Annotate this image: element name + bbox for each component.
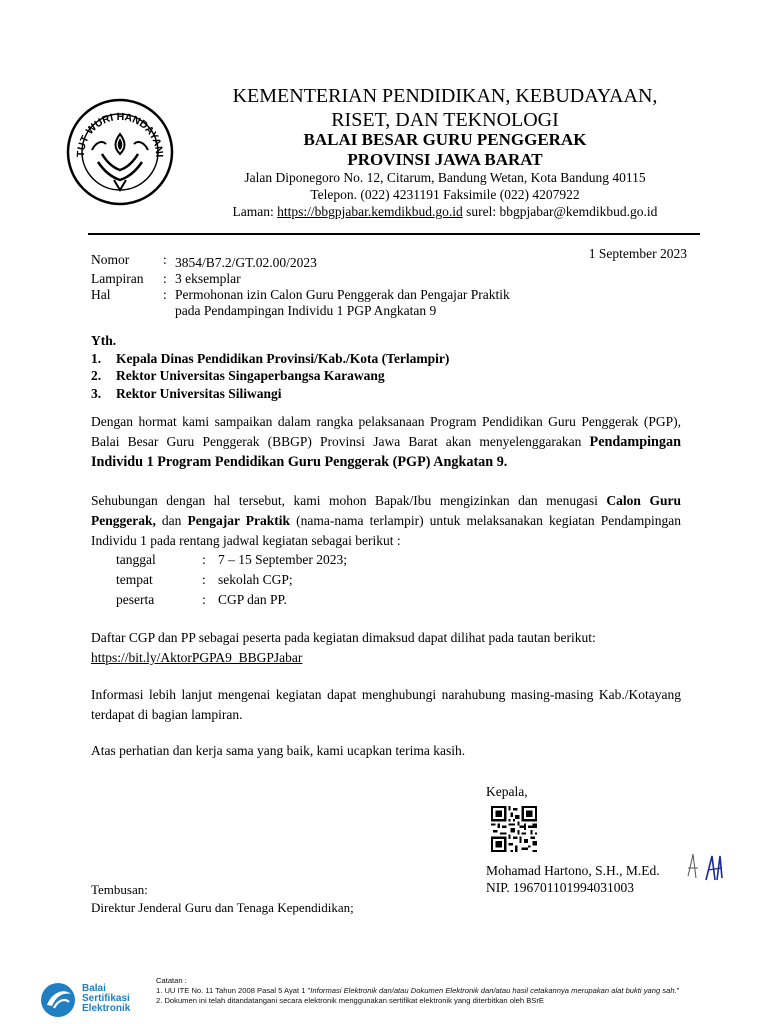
bsre-line2: Sertifikasi <box>82 993 130 1004</box>
web-prefix: Laman: <box>232 204 278 219</box>
tut-wuri-handayani-logo <box>62 94 178 210</box>
schedule-row <box>116 550 347 570</box>
meta-row-nomor <box>91 252 575 271</box>
p1-bold: Pendampingan Individu 1 Program Pendidikan Guru Penggerak (PGP) Angkatan 9. <box>91 434 681 470</box>
office-address: Jalan Diponegoro No. 12, Citarum, Bandung Wetan, Kota Bandung 40115 <box>244 170 646 185</box>
schedule-sep: : <box>202 552 206 567</box>
meta-row-hal <box>91 287 575 319</box>
nomor-value: 3854/B7.2/GT.02.00/2023 <box>175 255 317 270</box>
schedule-sep: : <box>202 592 206 607</box>
lampiran-sep: : <box>163 271 167 286</box>
p2-b: Calon Guru Penggerak, <box>91 493 681 528</box>
logo-motto: TUT WURI HANDAYANI <box>74 110 166 158</box>
bsre-line1: Balai <box>82 983 106 994</box>
p2-c: dan <box>155 513 188 528</box>
ministry-name-line1: KEMENTERIAN PENDIDIKAN, KEBUDAYAAN, <box>232 85 658 107</box>
letter-meta <box>91 252 575 319</box>
schedule-label: tempat <box>116 572 153 587</box>
body-paragraph-3 <box>91 628 681 668</box>
note-1 <box>156 986 756 996</box>
schedule-label: tanggal <box>116 552 156 567</box>
meta-row-lampiran <box>91 271 575 287</box>
tembusan-block <box>91 881 354 917</box>
salutation: Yth. <box>91 333 117 348</box>
recipient-num: 2. <box>91 368 102 383</box>
schedule <box>116 550 347 610</box>
body-paragraph-5: Atas perhatian dan kerja sama yang baik, kami ucapkan terima kasih. <box>91 743 466 758</box>
tembusan-label: Tembusan: <box>91 882 148 897</box>
p2-d: Pengajar Praktik <box>187 513 291 528</box>
hal-sep: : <box>163 287 167 302</box>
p3-text: Daftar CGP dan PP sebagai peserta pada kegiatan dimaksud dapat dilihat pada tautan berikut: <box>91 630 596 645</box>
note-2: 2. Dokumen ini telah ditandatangani secara elektronik menggunakan sertifikat elektronik yang diterbitkan oleh BSrE <box>156 996 544 1005</box>
note-1-b: Informasi Elektronik dan/atau Dokumen Elektronik dan/atau hasil cetakannya merupakan alat bukti yang sah. <box>310 986 677 995</box>
p2-e: (nama-nama terlampir) untuk melaksanakan kegiatan Pendampingan Individu 1 pada rentang jadwal kegiatan sebagai berikut : <box>91 513 681 548</box>
recipient-num: 3. <box>91 385 102 401</box>
recipient-text: Kepala Dinas Pendidikan Provinsi/Kab./Kota (Terlampir) <box>116 350 450 366</box>
signature-mark-icon <box>684 850 728 884</box>
office-phone: Telepon. (022) 4231191 Faksimile (022) 4207922 <box>310 187 580 202</box>
body-paragraph-1 <box>91 412 681 472</box>
letter-date: 1 September 2023 <box>588 246 687 261</box>
office-name-line1: BALAI BESAR GURU PENGGERAK <box>303 130 587 149</box>
recipient-num: 1. <box>91 350 102 366</box>
recipient-item <box>91 385 449 403</box>
participant-list-link[interactable]: https://bit.ly/AktorPGPA9_BBGPJabar <box>91 650 303 665</box>
signatory-title: Kepala, <box>486 784 528 799</box>
recipient-text: Rektor Universitas Singaperbangsa Karawang <box>116 368 385 383</box>
website-link[interactable]: https://bbgpjabar.kemdikbud.go.id <box>277 204 463 219</box>
body-paragraph-4: Informasi lebih lanjut mengenai kegiatan dapat menghubungi narahubung masing-masing Kab./Kotayang terdapat di bagian lampiran. <box>91 687 681 722</box>
hal-label: Hal <box>91 287 111 302</box>
ministry-name-line2: RISET, DAN TEKNOLOGI <box>331 109 559 131</box>
office-contacts <box>180 203 710 220</box>
header-divider <box>88 233 700 235</box>
hal-value <box>175 287 575 319</box>
schedule-row <box>116 570 347 590</box>
schedule-value: CGP dan PP. <box>218 592 287 607</box>
hal-value-line1: Permohonan izin Calon Guru Penggerak dan Pengajar Praktik <box>175 287 510 302</box>
schedule-value: 7 – 15 September 2023; <box>218 552 347 567</box>
schedule-row <box>116 590 347 610</box>
footer-notes <box>156 976 756 1006</box>
bsre-label <box>82 984 130 1014</box>
recipients <box>91 332 449 402</box>
recipient-text: Rektor Universitas Siliwangi <box>116 385 282 401</box>
recipient-item <box>91 350 449 368</box>
p1-text: Dengan hormat kami sampaikan dalam rangka pelaksanaan Program Pendidikan Guru Penggerak (PGP), Balai Besar Guru Penggerak (BBGP) Provinsi Jawa Barat akan menyelenggarakan <box>91 414 681 449</box>
note-1-c: " <box>676 986 680 995</box>
email-text: surel: bbgpjabar@kemdikbud.go.id <box>462 204 658 219</box>
tembusan-item: Direktur Jenderal Guru dan Tenaga Kependidikan; <box>91 900 354 915</box>
nomor-sep: : <box>163 252 167 267</box>
signatory-name: Mohamad Hartono, S.H., M.Ed. <box>486 863 660 878</box>
p2-a: Sehubungan dengan hal tersebut, kami mohon Bapak/Ibu mengizinkan dan menugasi <box>91 493 607 508</box>
recipient-item <box>91 367 449 385</box>
schedule-label: peserta <box>116 592 155 607</box>
lampiran-value: 3 eksemplar <box>175 271 241 286</box>
hal-value-line2: pada Pendampingan Individu 1 PGP Angkatan 9 <box>175 303 437 318</box>
catatan-label: Catatan : <box>156 976 187 985</box>
qr-code-icon <box>491 806 537 852</box>
office-name-line2: PROVINSI JAWA BARAT <box>347 150 543 169</box>
signatory-nip: NIP. 196701101994031003 <box>486 880 635 895</box>
signatory-block <box>486 862 660 896</box>
schedule-sep: : <box>202 572 206 587</box>
note-1-a: 1. UU ITE No. 11 Tahun 2008 Pasal 5 Ayat 1 " <box>156 986 311 995</box>
body-paragraph-2 <box>91 491 681 551</box>
bsre-line3: Elektronik <box>82 1003 131 1014</box>
nomor-label: Nomor <box>91 252 130 267</box>
schedule-value: sekolah CGP; <box>218 572 293 587</box>
lampiran-label: Lampiran <box>91 271 144 286</box>
